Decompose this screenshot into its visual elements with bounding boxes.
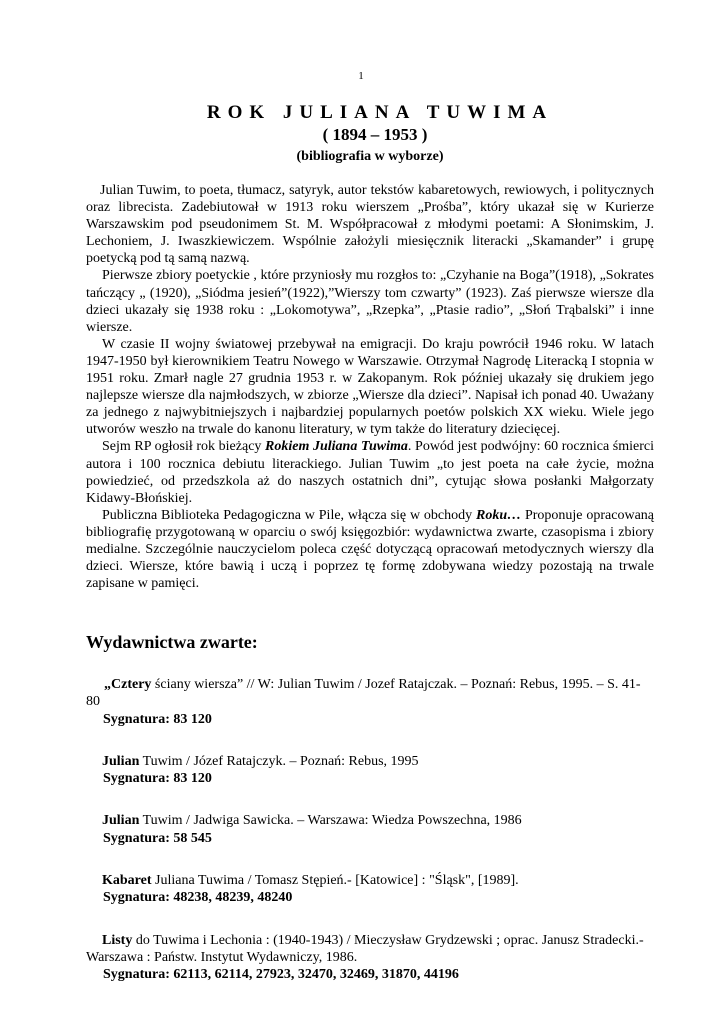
- entry-signature: [103, 830, 654, 847]
- entry-lead: „Cztery: [104, 677, 152, 692]
- entry-description: [86, 872, 654, 889]
- entry-signature: [103, 711, 654, 728]
- entry-lead: Listy: [102, 932, 133, 948]
- entry-description: [86, 932, 654, 967]
- entry-rest: Tuwim / Jadwiga Sawicka. – Warszawa: Wiedza Powszechna, 1986: [139, 813, 522, 829]
- bibliography-entry: [86, 932, 654, 984]
- signature-label: Sygnatura: 83 120: [103, 771, 212, 787]
- signature-label: Sygnatura: 62113, 62114, 27923, 32470, 32469, 31870, 44196: [103, 967, 459, 983]
- entry-rest: Juliana Tuwima / Tomasz Stępień.- [Katowice] : "Śląsk", [1989].: [151, 873, 519, 889]
- entry-description: [86, 676, 654, 711]
- entry-signature: [103, 966, 654, 983]
- entry-lead: Julian: [102, 753, 140, 769]
- entry-lead: Julian: [102, 813, 140, 829]
- intro-text: [86, 182, 654, 592]
- signature-label: Sygnatura: 58 545: [103, 830, 212, 846]
- intro-paragraph-3: W czasie II wojny światowej przebywał na emigracji. Do kraju powrócił 1946 roku. W latach 1947-1950 był kierownikiem Teatru Nowego w Warszawie. Otrzymał Nagrodę Literacką I stopnia w 1951 roku. Zmarł nagle 27 grudnia 1953 r. w Zakopanym. Rok później ukazały się drukiem jego najlepsze wiersze dla najmłodszych, w zbiorze „Wiersze dla dzieci”. Napisał ich ponad 40. Uważany za jednego z najwybitniejszych i najbardziej popularnych poetów polskich XX wieku. Wiele jego utworów weszło na trwale do kanonu literatury, w tym także do literatury dziecięcej.: [86, 336, 654, 438]
- document-years: ( 1894 – 1953 ): [322, 125, 428, 144]
- intro-paragraph-5-emphasis: Roku…: [476, 507, 522, 523]
- entry-lead: Kabaret: [102, 873, 152, 889]
- bibliography-entry: [86, 753, 654, 788]
- entry-rest: Tuwim / Józef Ratajczyk. – Poznań: Rebus, 1995: [139, 753, 419, 769]
- signature-label: Sygnatura: [103, 890, 166, 906]
- page-number: 1: [358, 70, 364, 82]
- entry-rest: ściany wiersza” // W: Julian Tuwim / Jozef Ratajczak. – Poznań: Rebus, 1995. – S. 41-80: [86, 677, 641, 710]
- signature-label: Sygnatura: 83 120: [103, 711, 212, 727]
- entry-signature: [103, 889, 654, 906]
- entry-description: [86, 753, 654, 770]
- bibliography-list: [86, 676, 654, 1009]
- document-title: ROK JULIANA TUWIMA: [206, 102, 554, 123]
- entry-rest: do Tuwima i Lechonia : (1940-1943) / Mieczysław Grydzewski ; oprac. Janusz Stradecki.- Warszawa : Państw. Instytut Wydawniczy, 1986.: [86, 932, 644, 965]
- intro-paragraph-2: Pierwsze zbiory poetyckie , które przyniosły mu rozgłos to: „Czyhanie na Boga”(1918), „Sokrates tańczący „ (1920), „Siódma jesień”(1922),”Wierszy tom czwarty” (1923). Zaś pierwsze wiersze dla dzieci ukazały się 1938 roku : „Lokomotywa”, „Rzepka”, „Ptasie radio”, „Słoń Trąbalski” i inne wiersze.: [86, 268, 654, 335]
- intro-paragraph-4-emphasis: Rokiem Juliana Tuwima: [265, 439, 408, 455]
- section-heading: Wydawnictwa zwarte:: [86, 632, 258, 652]
- document-subtitle: (bibliografia w wyborze): [296, 149, 444, 164]
- intro-paragraph-4-b: . Powód jest podwójny: 60 rocznica śmierci autora i 100 rocznica debiutu literackiego. Julian Tuwim „to jest poeta na całe życie, można powiedzieć, od przedszkola aż do naszych ostatnich dni”, cytując słowa posłanki Małgorzaty Kidawy-Błońskiej.: [86, 439, 654, 506]
- bibliography-entry: [86, 812, 654, 847]
- intro-paragraph-1: Julian Tuwim, to poeta, tłumacz, satyryk, autor tekstów kabaretowych, rewiowych, i politycznych oraz librecista. Zadebiutował w 1913 roku wierszem „Prośba”, który ukazał się w Kurierze Warszawskim pod pseudonimem St. M. Współpracował z młodymi poetami: A Słonimskim, J. Lechoniem, J. Iwaszkiewiczem. Wspólnie założyli miesięcznik literacki „Skamander” i grupę poetycką pod tą samą nazwą.: [86, 183, 654, 267]
- entry-description: [86, 812, 654, 829]
- intro-paragraph-5-a: Publiczna Biblioteka Pedagogiczna w Pile, włącza się w obchody: [102, 507, 476, 523]
- bibliography-entry: [86, 676, 654, 728]
- intro-paragraph-5-b: Proponuje opracowaną bibliografię przygotowaną w oparciu o swój księgozbiór: wydawnictwa zwarte, czasopisma i zbiory medialne. Szczególnie nauczycielom poleca część dotyczącą opracowań metodycznych wierszy dla dzieci. Wiersze, które bawią i uczą i poprzez tę formę zdobywana wiedzy pozostają na trwale zapisane w pamięci.: [86, 507, 654, 592]
- bibliography-entry: [86, 872, 654, 907]
- entry-signature: [103, 770, 654, 787]
- intro-paragraph-4-a: Sejm RP ogłosił rok bieżący: [102, 439, 266, 455]
- signature-values: : 48238, 48239, 48240: [165, 890, 293, 906]
- intro-paragraph-5: [86, 507, 654, 592]
- intro-paragraph-4: [86, 438, 654, 506]
